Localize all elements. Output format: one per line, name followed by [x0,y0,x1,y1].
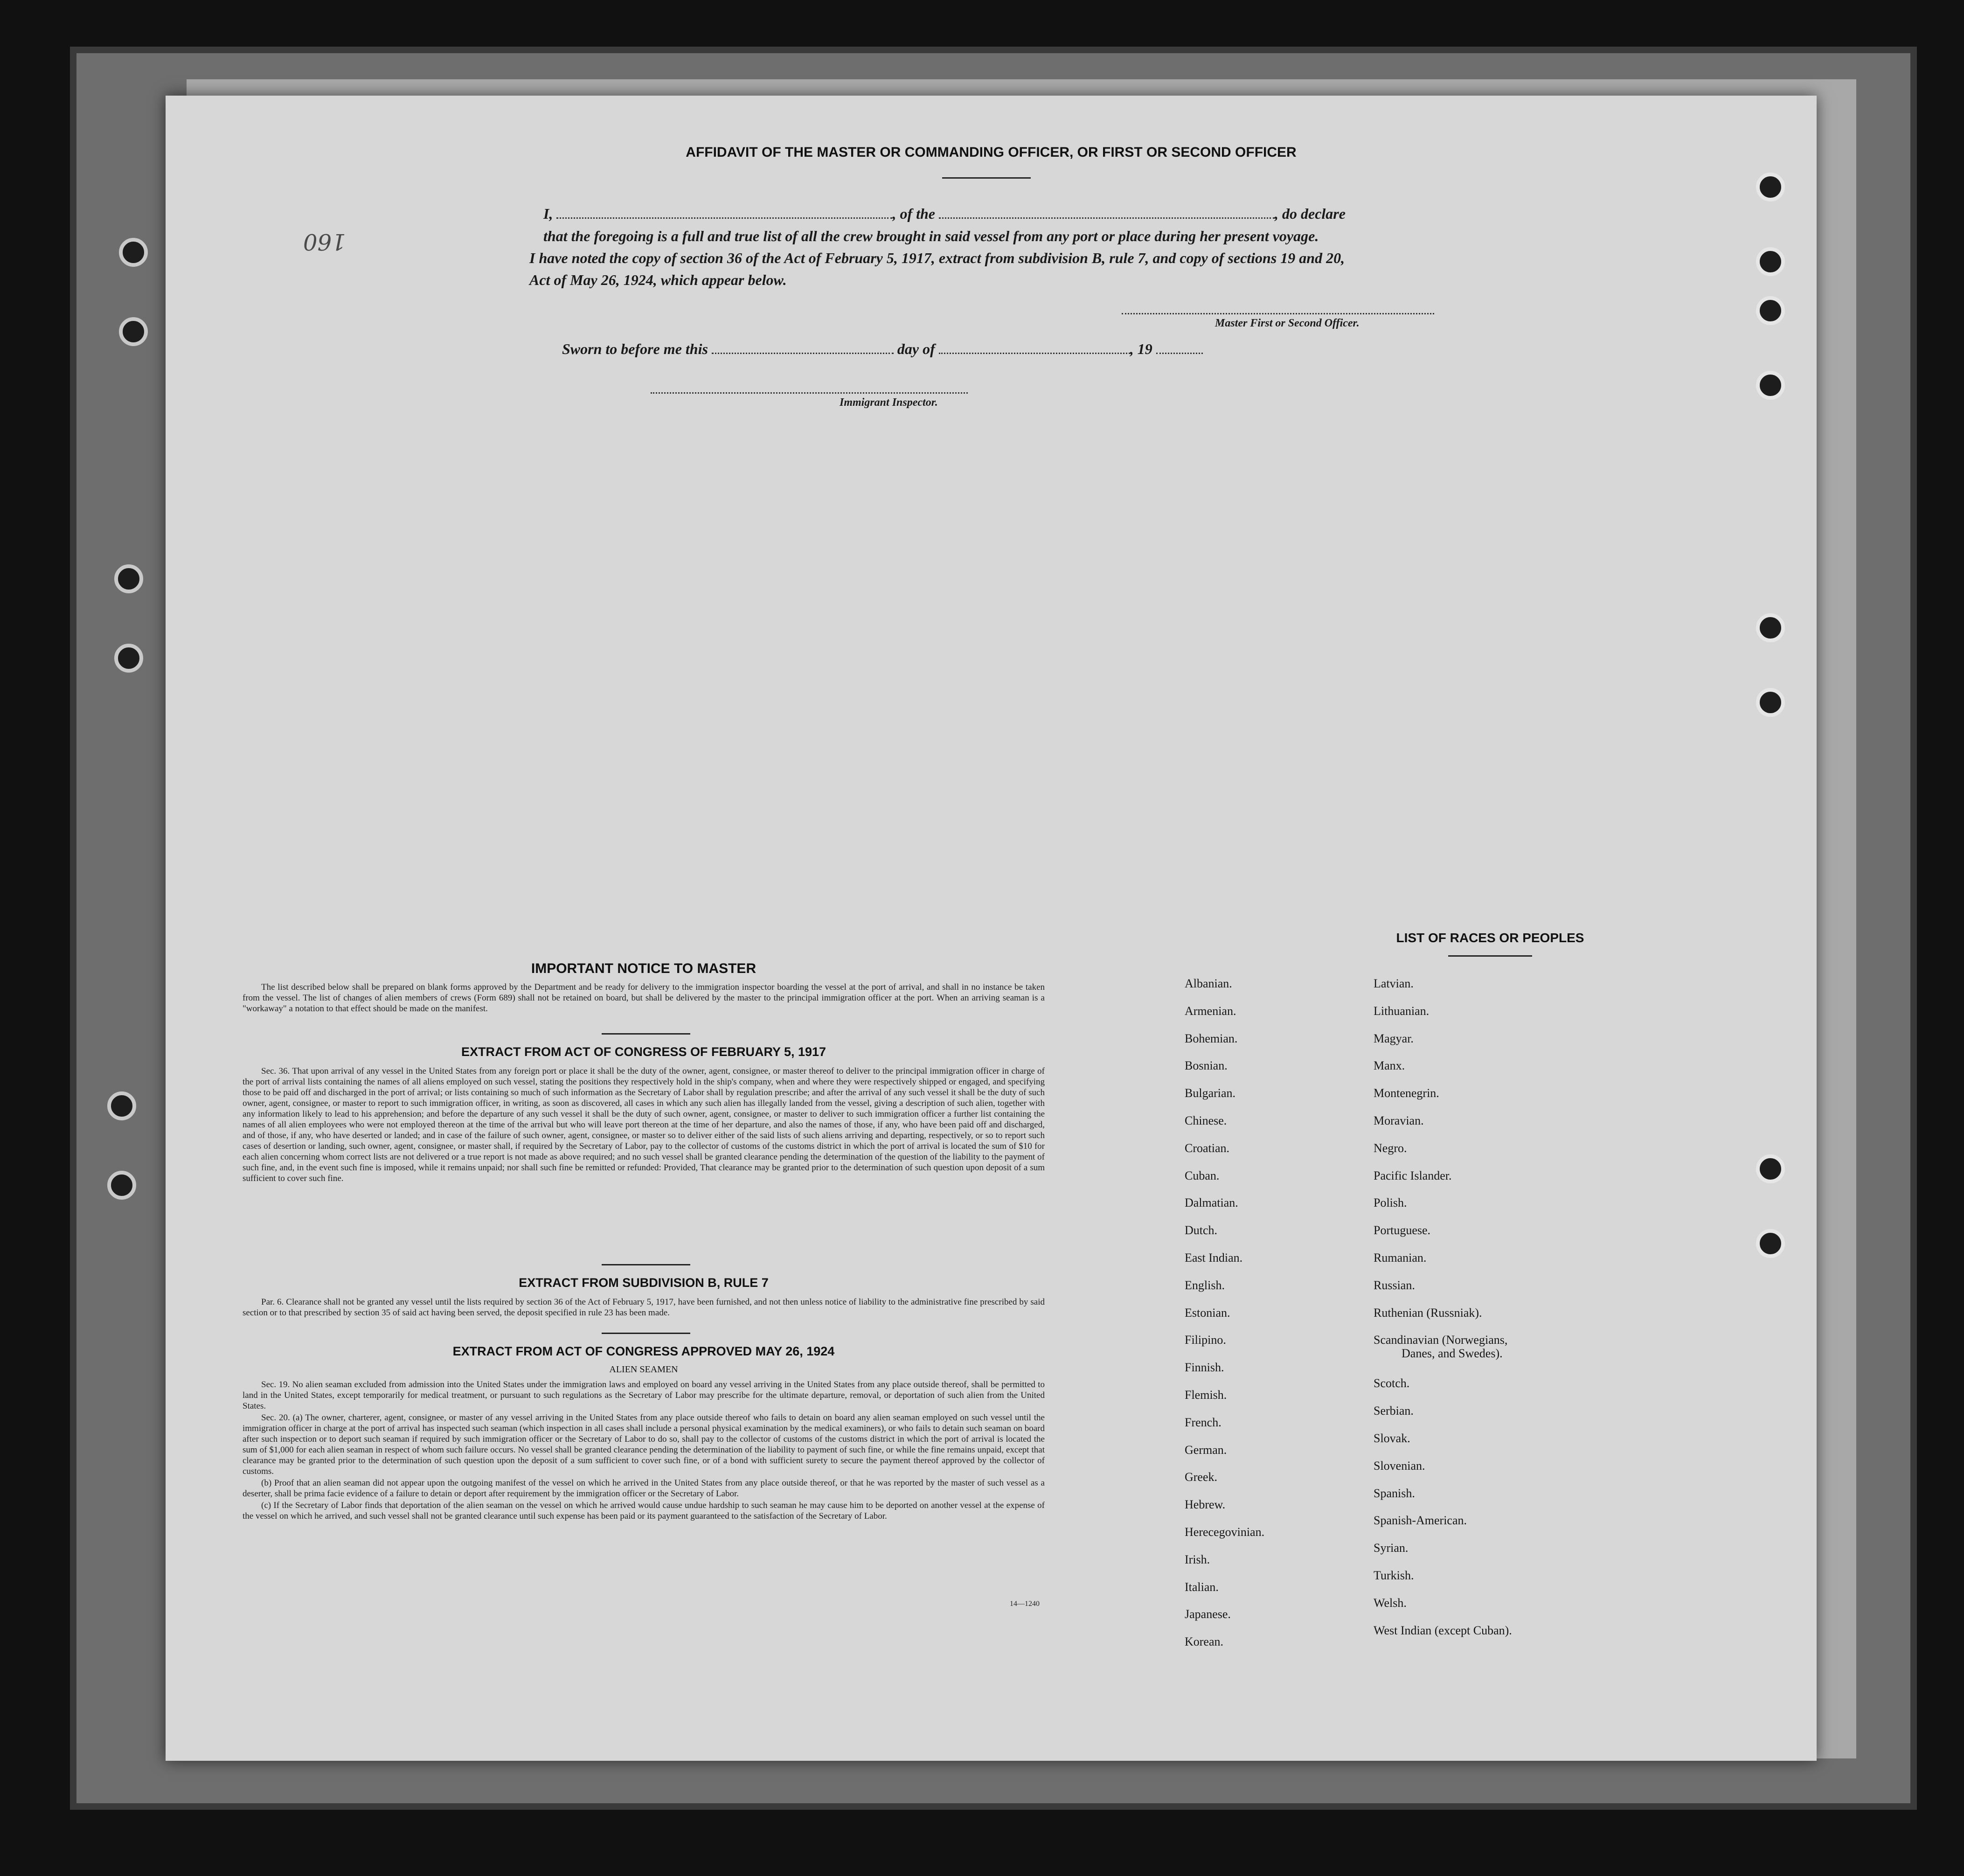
sworn-year-field[interactable] [1156,340,1203,354]
race-item: Pacific Islander. [1374,1168,1452,1182]
race-item: Latvian. [1374,977,1414,990]
race-item: French. [1185,1415,1221,1429]
races-left-column [1185,977,1371,1663]
race-item: Portuguese. [1374,1223,1431,1237]
affidavit-line-3: I have noted the copy of section 36 of the Act of February 5, 1917, extract from subdivision B, rule 7, and copy of sections 19 and 20, [529,250,1345,266]
act1924-sec20b: (b) Proof that an alien seaman did not appear upon the outgoing manifest of the vessel on which he arrived in the United States from any place outside thereof, or that he was reported by the master of such vessel as a deserter, shall be prima facie evidence of a failure to detain or deport after requirement by the immigration officer or the Secretary of Labor. [243,1478,1045,1499]
race-item: Japanese. [1185,1607,1231,1621]
race-item: Bulgarian. [1185,1086,1236,1100]
sworn-year-prefix: , 19 [1130,340,1152,357]
race-item: Greek. [1185,1470,1218,1484]
master-caption: Master First or Second Officer. [1215,317,1360,329]
page-hole-icon [1756,371,1785,400]
rule7-divider [602,1333,690,1334]
race-item: Magyar. [1374,1031,1414,1045]
affidavit-i: I, [543,205,553,222]
act1917-sec36: Sec. 36. That upon arrival of any vessel in the United States from any foreign port or place it shall be the duty of the owner, agent, consignee, or master thereof to deliver to the principal immigration officer in charge of the port of arrival lists containing the names of all aliens employed on such vessel, stating the positions they respectively hold in the ship's company, when and where they were respectively shipped or engaged, and specifying those to be paid off and discharged in the port of arrival; or lists containing so much of such information as the Secretary of Labor shall by regulation prescribe; and after the arrival of any such vessel it shall be the duty of such owner, agent, consignee, or master to report to such immigration officer, in writing, as soon as discovered, all cases in which any such alien has illegally landed from the vessel, giving a description of such alien, together with any information likely to lead to his apprehension; and before the departure of any such vessel it shall be the duty of such owner, agent, consignee, or master to deliver to such immigration officer a further list containing the names of all alien employees who were not employed thereon at the time of the arrival but who will leave port thereon at the time of her departure, and also the names of those, if any, who have been paid off and discharged, and of those, if any, who have deserted or landed; and in case of the failure of such owner, agent, consignee, or master so to deliver either of the said lists of such aliens arriving and departing, respectively, or so to report such cases of desertion or landing, such owner, agent, consignee, or master shall, if required by the Secretary of Labor, pay to the collector of customs of the customs district in which the port of arrival is located the sum of $10 for each alien concerning whom correct lists are not delivered or a true report is not made as above required; and no such vessel shall be granted clearance pending the determination of the question of the liability to the payment of such fine, and, in the event such fine is imposed, while it remains unpaid; nor shall such fine be remitted or refunded: Provided, That clearance may be granted prior to the determination of such question upon deposit of a sum sufficient to cover such fine. [243,1066,1045,1183]
race-item: Scandinavian (Norwegians, [1374,1333,1508,1347]
race-item: Slovenian. [1374,1459,1425,1473]
race-item: Herecegovinian. [1185,1525,1265,1539]
race-item: Finnish. [1185,1361,1224,1375]
race-item: Lithuanian. [1374,1004,1430,1018]
race-item: English. [1185,1278,1225,1292]
affidavit-line-2: that the foregoing is a full and true list of all the crew brought in said vessel from any port or place during her present voyage. [543,228,1319,244]
page-hole-icon [1756,1154,1785,1183]
race-item: Estonian. [1185,1306,1230,1320]
page-hole-icon [1756,296,1785,325]
race-item: Croatian. [1185,1141,1230,1155]
act1924-sec19: Sec. 19. No alien seaman excluded from admission into the United States under the immigration laws and employed on board any vessel arriving in the United States from any place outside thereof, shall be permitted to land in the United States, except temporarily for medical treatment, or pursuant to such regulations as the Secretary of Labor may prescribe for the ultimate departure, removal, or deportation of such alien from the United States. [243,1380,1045,1411]
act1924-subtitle: ALIEN SEAMEN [609,1364,678,1375]
notice-text [243,982,1045,1015]
race-item: Hebrew. [1185,1498,1226,1512]
act1924-title: EXTRACT FROM ACT OF CONGRESS APPROVED MAY 26, 1924 [452,1344,835,1358]
race-item: Italian. [1185,1580,1219,1594]
binder-hole-icon [114,644,143,673]
binder-hole-icon [119,238,148,267]
race-item: Rumanian. [1374,1251,1427,1265]
race-item: Albanian. [1185,977,1232,990]
affidavit-declare: , do declare [1275,205,1346,222]
sworn-prefix: Sworn to before me this [562,340,708,357]
binder-hole-icon [119,317,148,346]
binder-hole-icon [114,564,143,593]
race-item: Cuban. [1185,1168,1220,1182]
affidavit-page [166,96,1817,1761]
handwritten-page-number: 160 [303,229,346,255]
inspector-signature-field[interactable] [651,380,968,394]
race-item: Chinese. [1185,1113,1227,1127]
page-hole-icon [1756,688,1785,717]
race-item: Dutch. [1185,1223,1218,1237]
races-title: LIST OF RACES OR PEOPLES [1396,931,1584,945]
notice-paragraph: The list described below shall be prepared on blank forms approved by the Department and be ready for delivery to the immigration inspector boarding the vessel at the port of arrival, and shall in no instance be taken from the vessel. The list of changes of alien members of crews (Form 689) shall not be retained on board, but shall be delivered by the master to the principal immigration officer at the port. When an arriving seaman is a "workaway" a notation to that effect should be made on the manifest. [243,982,1045,1014]
sworn-line [562,340,1203,358]
page-hole-icon [1756,1229,1785,1258]
races-divider [1448,955,1532,957]
race-item: Serbian. [1374,1404,1414,1418]
races-right-column [1374,977,1616,1651]
race-item: West Indian (except Cuban). [1374,1623,1512,1637]
race-item: Filipino. [1185,1333,1226,1347]
rule7-par6: Par. 6. Clearance shall not be granted any vessel until the lists required by section 36 of the Act of February 5, 1917, have been furnished, and not then unless notice of liability to the administrative fine prescribed by said section or to that prescribed by section 35 of said act having been served, the deposit specified in rule 23 has been made. [243,1297,1045,1318]
race-item: Irish. [1185,1552,1210,1566]
act1917-divider [602,1264,690,1265]
race-item: Danes, and Swedes). [1402,1347,1503,1361]
inspector-caption: Immigrant Inspector. [840,396,938,409]
page-hole-icon [1756,613,1785,642]
title-divider [942,177,1031,179]
vessel-field[interactable] [939,205,1275,219]
race-item: Montenegrin. [1374,1086,1439,1100]
rule7-text [243,1297,1045,1319]
binder-hole-icon [107,1091,136,1120]
race-item: Korean. [1185,1635,1224,1649]
race-item: Negro. [1374,1141,1407,1155]
race-item: Bosnian. [1185,1059,1228,1073]
sworn-date-field[interactable] [712,340,894,354]
name-field[interactable] [556,205,892,219]
race-item: Scotch. [1374,1376,1410,1390]
race-item: Manx. [1374,1059,1405,1073]
race-item: Dalmatian. [1185,1196,1238,1210]
act1924-sec20a: Sec. 20. (a) The owner, charterer, agent, consignee, or master of any vessel arriving in the United States from any place outside thereof who fails to detain on board any alien seaman employed on such vessel until the immigration officer in charge at the port of arrival has inspected such seaman (which inspection in all cases shall include a personal physical examination by the medical examiners), or who fails to detain such seaman on board after such inspection or to deport such seaman if required by such immigration officer or the Secretary of Labor to do so, shall pay to the collector of customs of the customs district in which the port of arrival is located the sum of $1,000 for each alien seaman in respect of whom such failure occurs. No vessel shall be granted clearance pending the determination of the liability to payment of such fine, or while the fine remains unpaid, except that clearance may be granted prior to the determination of such question upon the deposit of a sum sufficient to cover such fine, or of a bond with sufficient surety to secure the payment thereof approved by the collector of customs. [243,1413,1045,1476]
race-item: Bohemian. [1185,1031,1238,1045]
race-item: Spanish. [1374,1486,1415,1500]
race-item: German. [1185,1443,1227,1457]
race-item: Welsh. [1374,1596,1407,1610]
race-item: Armenian. [1185,1004,1236,1018]
sworn-day-of: day of [897,340,935,357]
race-item: Syrian. [1374,1541,1409,1555]
race-item: Moravian. [1374,1113,1424,1127]
rule7-title: EXTRACT FROM SUBDIVISION B, RULE 7 [519,1276,769,1290]
race-item: Polish. [1374,1196,1407,1210]
affidavit-of-the: , of the [892,205,935,222]
affidavit-title: AFFIDAVIT OF THE MASTER OR COMMANDING OFFICER, OR FIRST OR SECOND OFFICER [686,145,1297,160]
race-item: East Indian. [1185,1251,1243,1265]
act1917-text [243,1066,1045,1185]
affidavit-line-4: Act of May 26, 1924, which appear below. [529,271,787,288]
race-item: Flemish. [1185,1388,1227,1402]
form-number: 14—1240 [1010,1600,1040,1608]
binder-hole-icon [107,1171,136,1200]
race-item: Turkish. [1374,1568,1414,1582]
race-item: Spanish-American. [1374,1514,1467,1528]
race-item: Ruthenian (Russniak). [1374,1306,1482,1320]
act1924-sec20c: (c) If the Secretary of Labor finds that deportation of the alien seaman on the vessel on which he arrived would cause undue hardship to such seaman he may cause him to be deported on another vessel at the expense of the vessel on which he arrived, and such vessel shall not be granted clearance until such expense has been paid or its payment guaranteed to the satisfaction of the Secretary of Labor. [243,1501,1045,1521]
page-hole-icon [1756,173,1785,201]
act1924-text [243,1379,1045,1522]
sworn-month-field[interactable] [939,340,1130,354]
master-signature-field[interactable] [1122,301,1434,314]
race-item: Slovak. [1374,1431,1410,1445]
race-item: Russian. [1374,1278,1415,1292]
page-hole-icon [1756,247,1785,276]
notice-title: IMPORTANT NOTICE TO MASTER [531,961,756,976]
affidavit-line-1 [543,205,1346,222]
act1917-title: EXTRACT FROM ACT OF CONGRESS OF FEBRUARY 5, 1917 [461,1045,826,1059]
notice-divider [602,1033,690,1035]
